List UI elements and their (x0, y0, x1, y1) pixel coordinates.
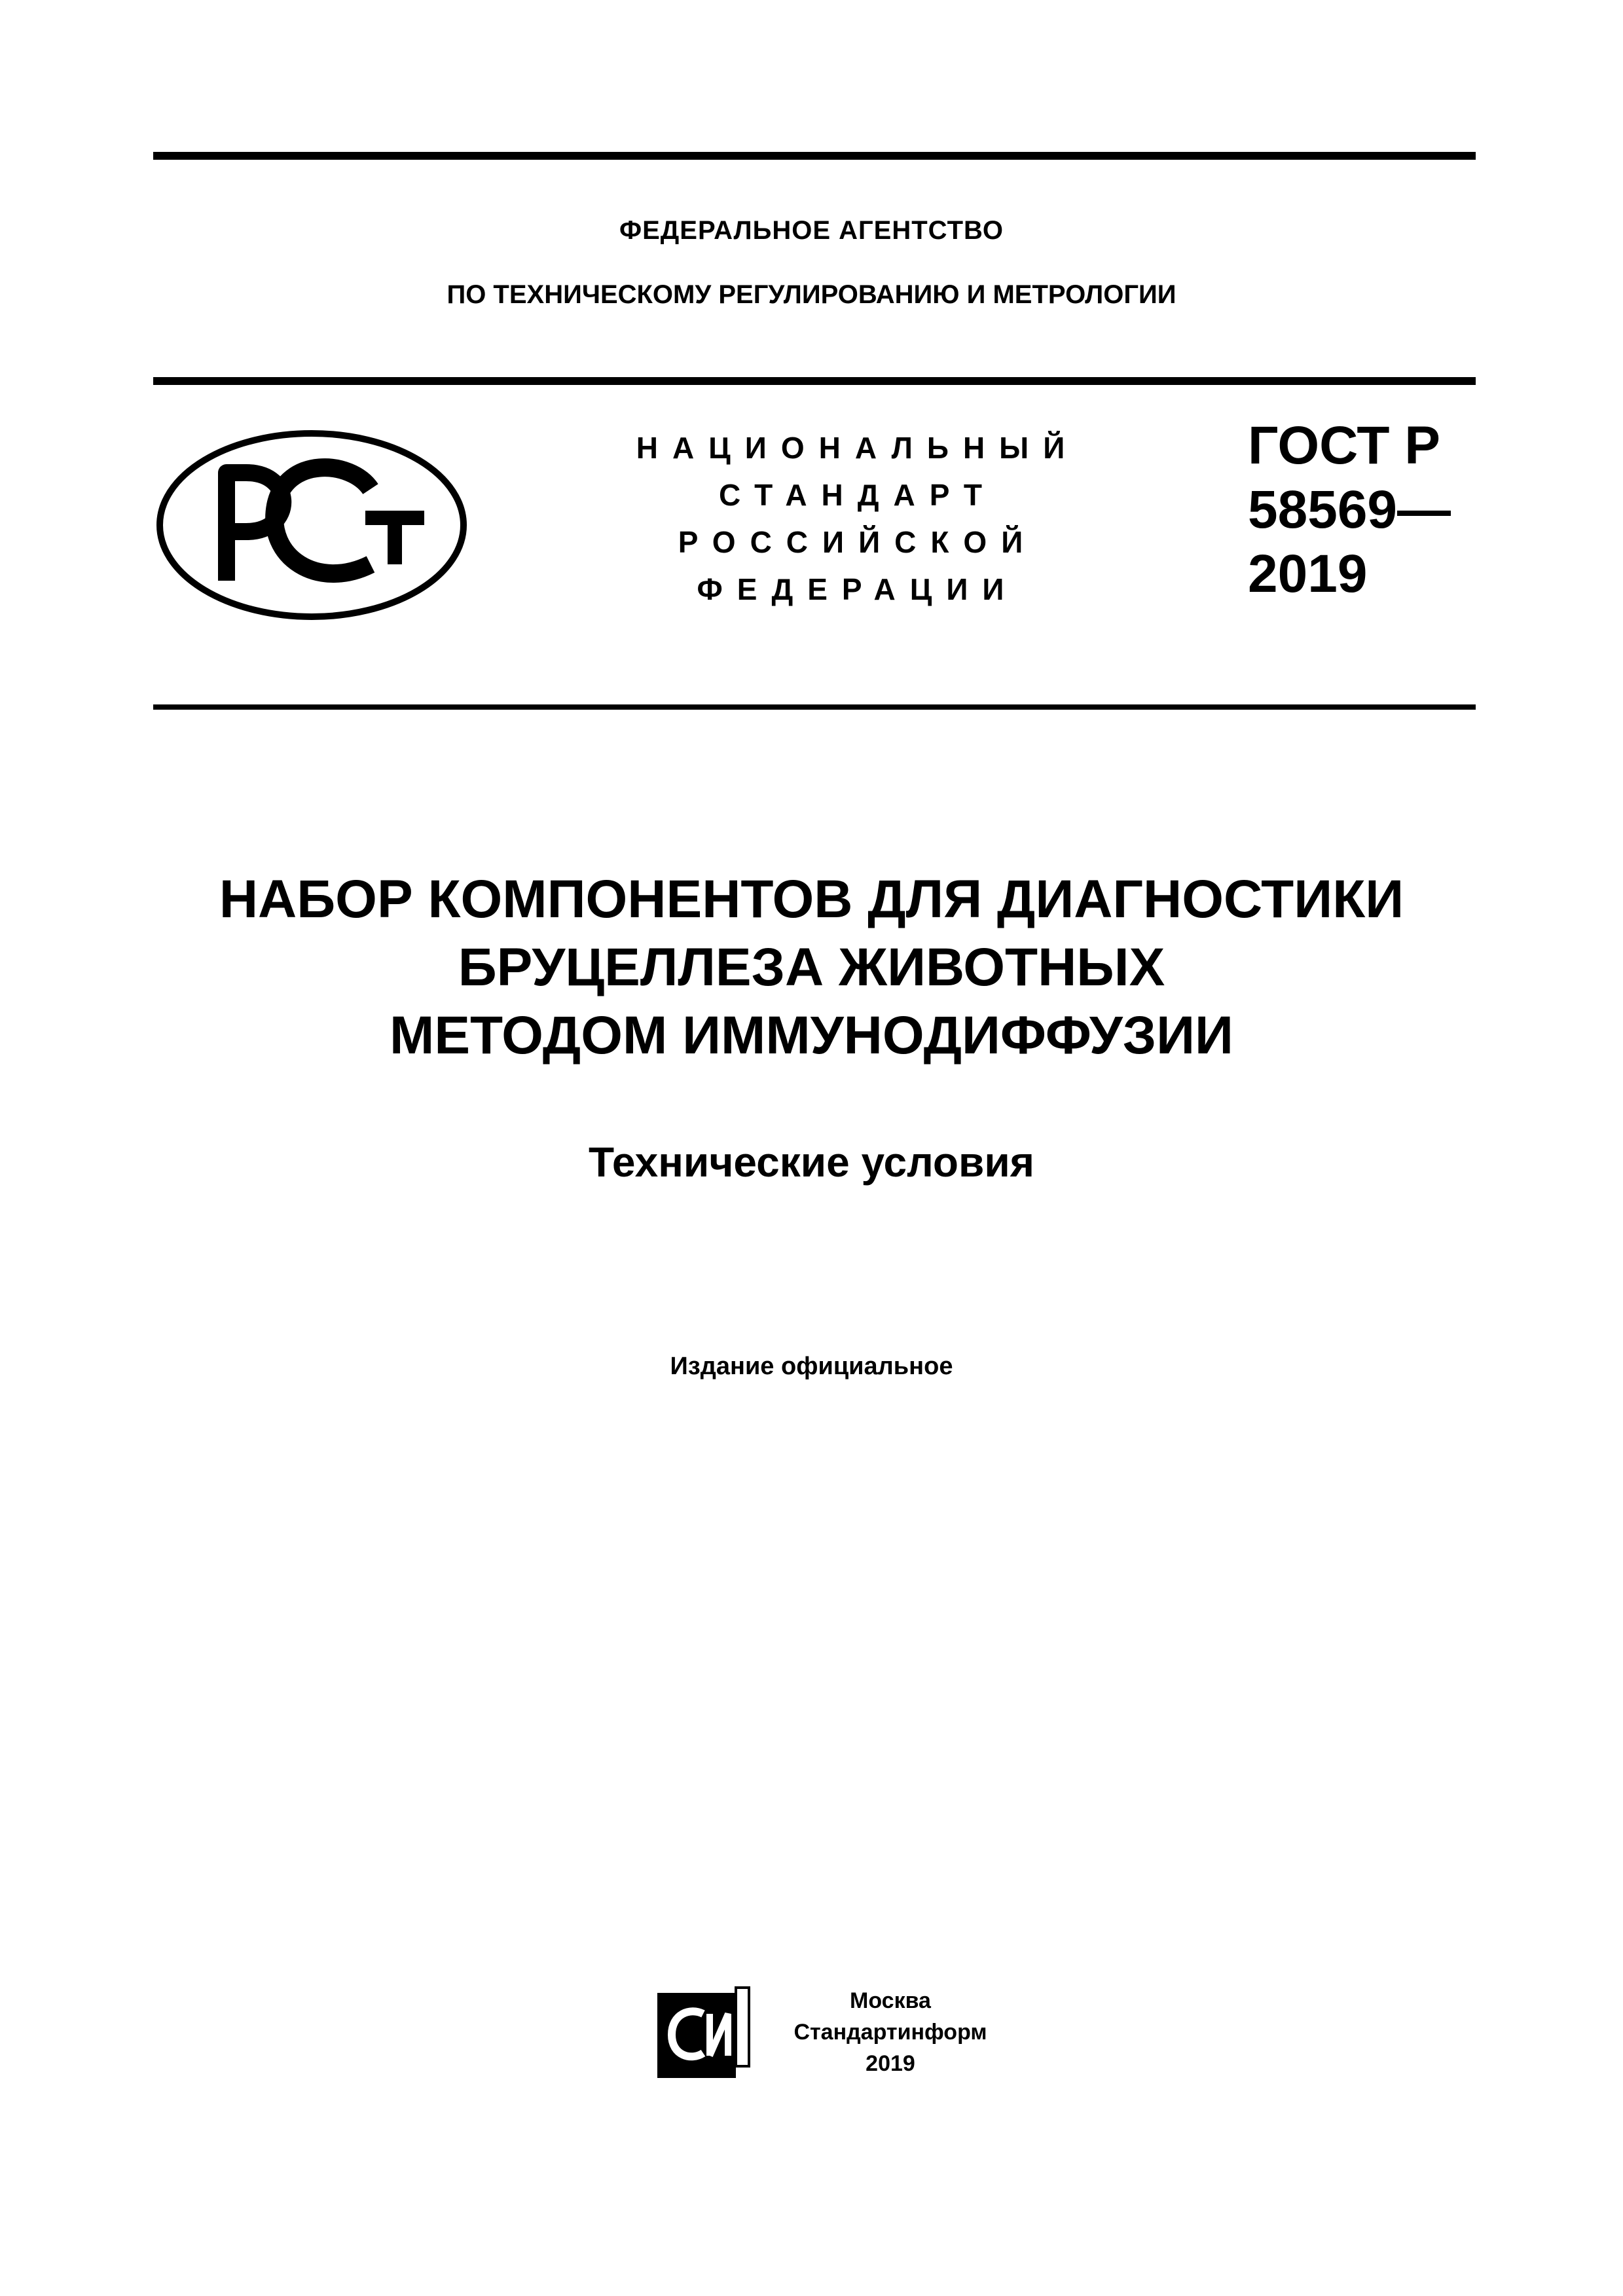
rst-logo (155, 427, 469, 623)
standard-type (589, 424, 1126, 613)
standard-type-line-2: СТАНДАРТ (719, 478, 996, 512)
publisher-city: Москва (850, 1988, 931, 2013)
agency-line-1: ФЕДЕРАЛЬНОЕ АГЕНТСТВО (619, 216, 1004, 245)
designation-line-3: 2019 (1248, 544, 1368, 604)
agency-line-2: ПО ТЕХНИЧЕСКОМУ РЕГУЛИРОВАНИЮ И МЕТРОЛОГИИ (447, 280, 1176, 309)
designation-line-1: ГОСТ Р (1248, 416, 1440, 475)
standard-type-line-1: НАЦИОНАЛЬНЫЙ (636, 431, 1080, 465)
standard-type-line-4: ФЕДЕРАЦИИ (697, 572, 1019, 606)
designation-rule (153, 704, 1476, 710)
standard-type-line-3: РОССИЙСКОЙ (678, 525, 1038, 559)
title-line-3: МЕТОДОМ ИММУНОДИФФУЗИИ (390, 1006, 1233, 1065)
designation-line-2: 58569— (1248, 480, 1451, 539)
document-title (0, 866, 1623, 1070)
document-subtitle: Технические условия (588, 1139, 1035, 1186)
publisher-year: 2019 (866, 2051, 915, 2076)
header-rule (153, 377, 1476, 385)
publisher-name: Стандартинформ (793, 2020, 987, 2045)
top-rule (153, 152, 1476, 160)
standartinform-logo (655, 1985, 752, 2081)
standard-designation (1248, 414, 1451, 606)
title-line-1: НАБОР КОМПОНЕНТОВ ДЛЯ ДИАГНОСТИКИ (219, 869, 1404, 929)
publisher-block (759, 1985, 1021, 2079)
title-line-2: БРУЦЕЛЛЕЗА ЖИВОТНЫХ (458, 938, 1165, 997)
edition-note: Издание официальное (670, 1353, 953, 1380)
